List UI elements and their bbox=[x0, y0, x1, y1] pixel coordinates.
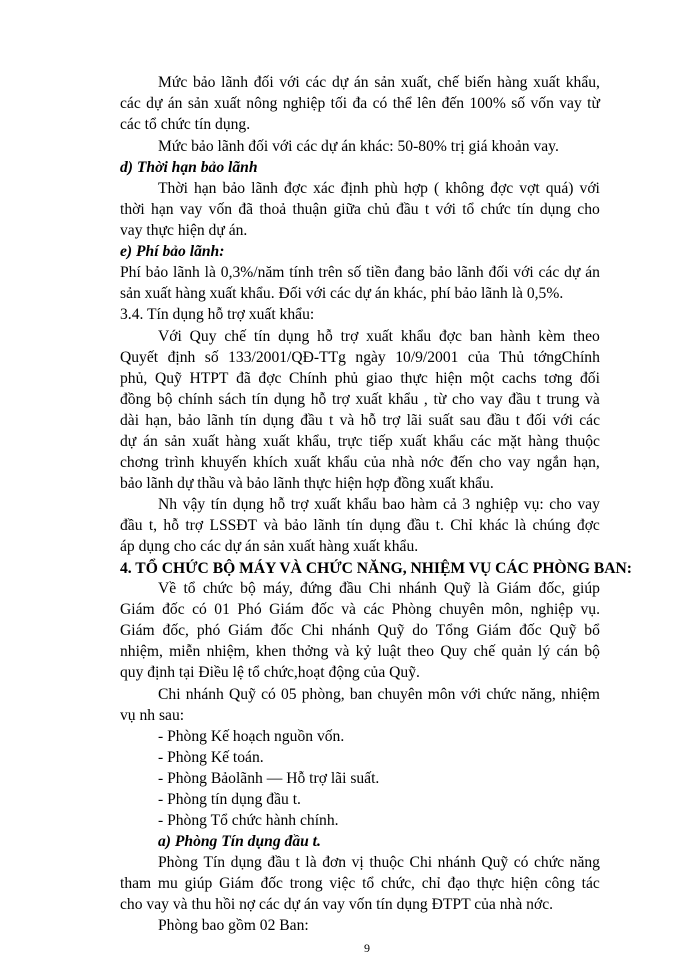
paragraph-line: cho vay và thu hồi nợ các dự án vay vốn tín dụng ĐTPT của nhà nớc. bbox=[120, 896, 554, 913]
paragraph-line: Quyết định số 133/2001/QĐ-TTg ngày 10/9/2001 của Thủ tớngChính bbox=[120, 349, 600, 366]
paragraph-line: đầu t, hỗ trợ LSSĐT và bảo lãnh tín dụng đầu t. Chỉ khác là chúng đợc bbox=[120, 517, 600, 534]
section-heading: a) Phòng Tín dụng đầu t. bbox=[158, 833, 321, 850]
section-heading: 3.4. Tín dụng hỗ trợ xuất khẩu: bbox=[120, 306, 315, 323]
paragraph-line: Giám đốc có 01 Phó Giám đốc và các Phòng chuyên môn, nghiệp vụ. bbox=[120, 601, 600, 618]
paragraph-line: nhiệm, miễn nhiệm, khen thởng và kỷ luật theo Quy chế quản lý cán bộ bbox=[120, 643, 600, 660]
paragraph-line: đồng bộ chính sách tín dụng hỗ trợ xuất khẩu , từ cho vay đầu t trung và bbox=[120, 391, 600, 408]
paragraph-line: quy định tại Điều lệ tổ chức,hoạt động của Quỹ. bbox=[120, 664, 420, 681]
paragraph-line: Phí bảo lãnh là 0,3%/năm tính trên số tiền đang bảo lãnh đối với các dự án bbox=[120, 264, 600, 281]
list-item: - Phòng Bảolãnh — Hỗ trợ lãi suất. bbox=[158, 770, 380, 787]
paragraph-line: tham mu giúp Giám đốc trong việc tổ chức, chỉ đạo thực hiện công tác bbox=[120, 875, 600, 892]
paragraph-line: phủ, Quỹ HTPT đã đợc Chính phủ giao thực hiện một cachs tơng đối bbox=[120, 370, 600, 387]
paragraph-line: Về tổ chức bộ máy, đứng đầu Chi nhánh Quỹ là Giám đốc, giúp bbox=[158, 580, 600, 597]
paragraph-line: Chi nhánh Quỹ có 05 phòng, ban chuyên môn với chức năng, nhiệm bbox=[158, 686, 600, 703]
paragraph-line: thời hạn vay vốn đã thoả thuận giữa chủ đầu t với tổ chức tín dụng cho bbox=[120, 201, 600, 218]
paragraph-line: áp dụng cho các dự án sản xuất hàng xuất khẩu. bbox=[120, 538, 419, 555]
paragraph-line: Mức bảo lãnh đối với các dự án sản xuất, chế biến hàng xuất khẩu, bbox=[158, 74, 600, 91]
paragraph-line: dài hạn, bảo lãnh tín dụng đầu t và hỗ trợ lãi suất sau đầu t đối với các bbox=[120, 412, 600, 429]
paragraph-line: Thời hạn bảo lãnh đợc xác định phù hợp ( không đợc vợt quá) với bbox=[158, 180, 600, 197]
paragraph-line: vay thực hiện dự án. bbox=[120, 222, 248, 239]
paragraph-line: Giám đốc, phó Giám đốc Chi nhánh Quỹ do Tổng Giám đốc Quỹ bổ bbox=[120, 622, 600, 639]
section-heading: 4. TỔ CHỨC BỘ MÁY VÀ CHỨC NĂNG, NHIỆM VỤ CÁC PHÒNG BAN: bbox=[120, 560, 632, 577]
paragraph-line: vụ nh sau: bbox=[120, 707, 185, 724]
paragraph-line: Phòng bao gồm 02 Ban: bbox=[158, 917, 309, 934]
paragraph-line: dự án sản xuất hàng xuất khẩu, trực tiếp xuất khẩu các mặt hàng thuộc bbox=[120, 433, 600, 450]
paragraph-line: Với Quy chế tín dụng hỗ trợ xuất khẩu đợc ban hành kèm theo bbox=[158, 328, 600, 345]
paragraph-line: Phòng Tín dụng đầu t là đơn vị thuộc Chi nhánh Quỹ có chức năng bbox=[158, 854, 600, 871]
list-item: - Phòng tín dụng đầu t. bbox=[158, 791, 301, 808]
paragraph-line: chơng trình khuyến khích xuất khẩu của nhà nớc đến cho vay ngắn hạn, bbox=[120, 454, 600, 471]
paragraph-line: bảo lãnh dự thầu và bảo lãnh thực hiện hợp đồng xuất khẩu. bbox=[120, 475, 494, 492]
list-item: - Phòng Tổ chức hành chính. bbox=[158, 812, 339, 829]
list-item: - Phòng Kế toán. bbox=[158, 749, 264, 766]
paragraph-line: các dự án sản xuất nông nghiệp tối đa có thể lên đến 100% số vốn vay từ bbox=[120, 95, 600, 112]
paragraph-line: Mức bảo lãnh đối với các dự án khác: 50-80% trị giá khoản vay. bbox=[158, 138, 559, 155]
list-item: - Phòng Kế hoạch nguồn vốn. bbox=[158, 728, 345, 745]
paragraph-line: các tổ chức tín dụng. bbox=[120, 116, 251, 133]
paragraph-line: Nh vậy tín dụng hỗ trợ xuất khẩu bao hàm cả 3 nghiệp vụ: cho vay bbox=[158, 496, 600, 513]
paragraph-line: sản xuất hàng xuất khẩu. Đối với các dự án khác, phí bảo lãnh là 0,5%. bbox=[120, 285, 564, 302]
section-heading: d) Thời hạn bảo lãnh bbox=[120, 159, 258, 176]
section-heading: e) Phí bảo lãnh: bbox=[120, 243, 225, 260]
page-number: 9 bbox=[364, 941, 370, 955]
